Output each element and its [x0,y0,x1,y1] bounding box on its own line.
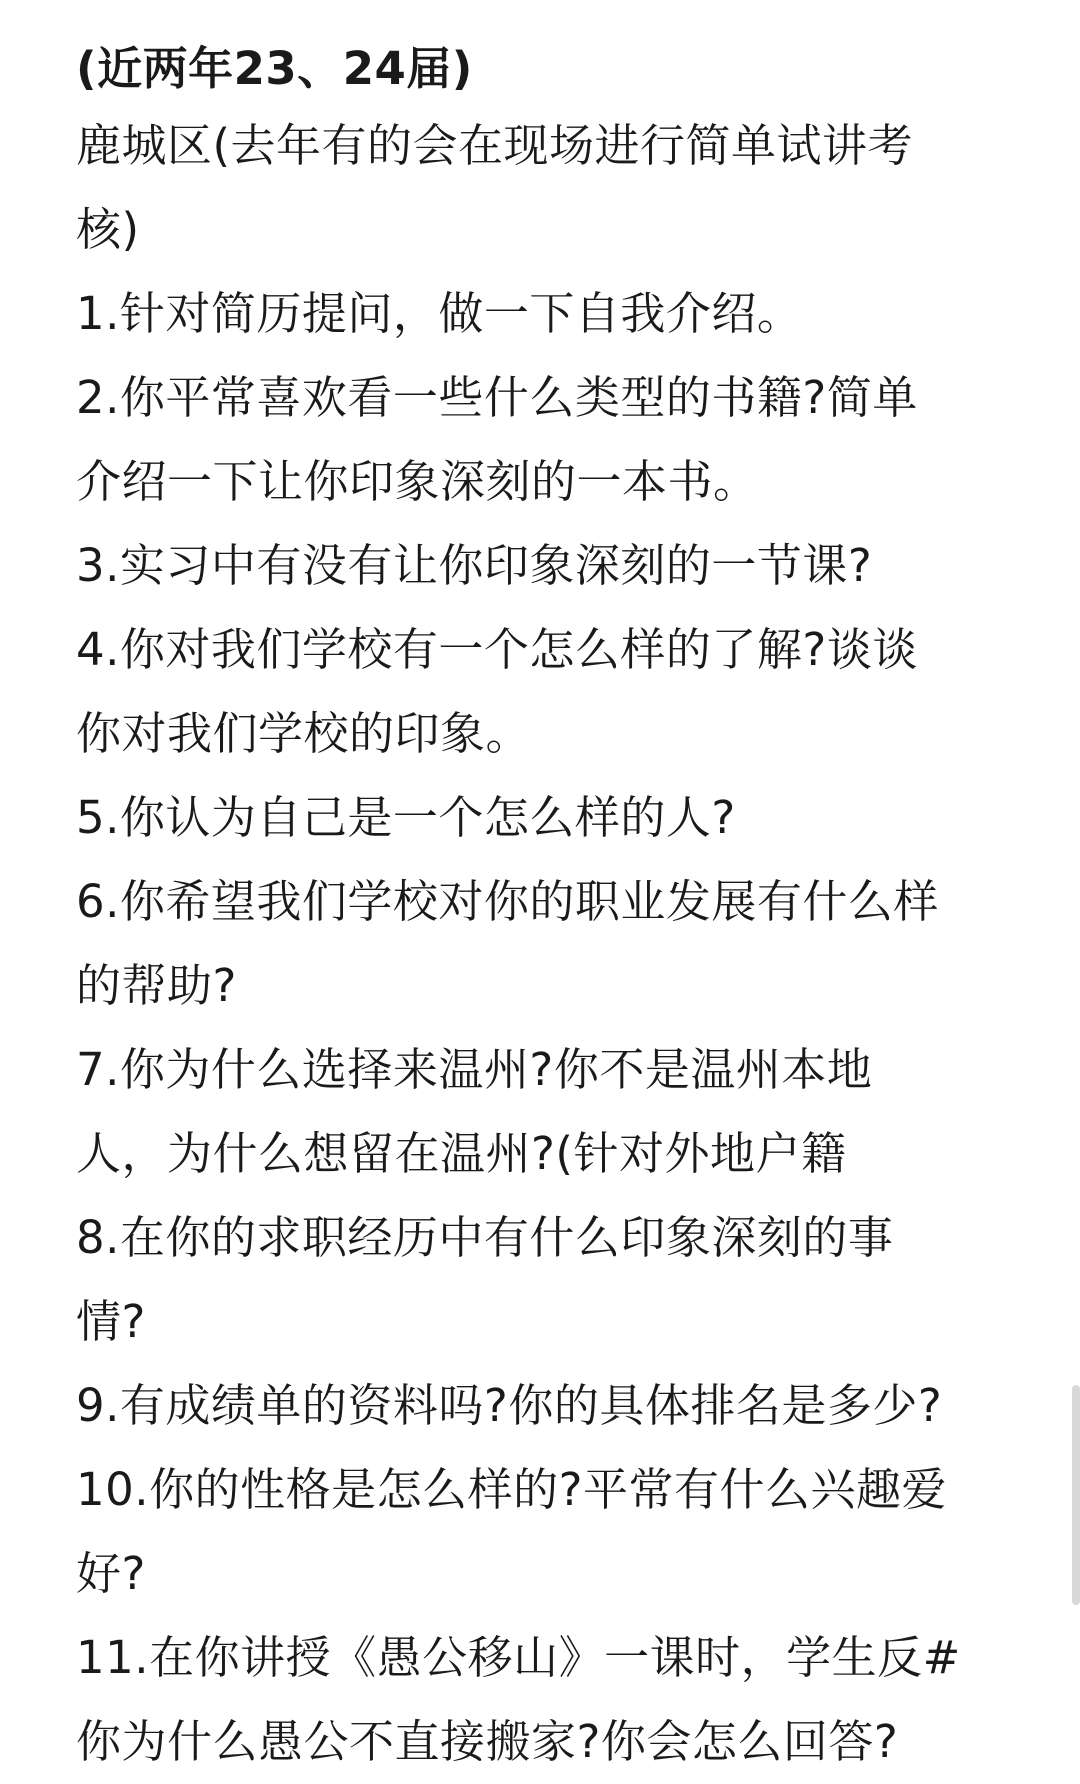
article-body [76,34,1036,1784]
question-6-cont: 的帮助? [76,959,237,1012]
question-1: 1.针对简历提问，做一下自我介绍。 [76,287,803,340]
text-line-district-cont: 核) [76,203,140,256]
question-11: 11.在你讲授《愚公移山》一课时，学生反# [76,1631,961,1684]
question-6: 6.你希望我们学校对你的职业发展有什么样 [76,875,939,928]
question-4-cont: 你对我们学校的印象。 [76,707,532,760]
text-line-district: 鹿城区(去年有的会在现场进行简单试讲考 [76,119,914,172]
question-4: 4.你对我们学校有一个怎么样的了解?谈谈 [76,623,918,676]
question-5: 5.你认为自己是一个怎么样的人? [76,791,736,844]
article-title: (近两年23、24届) [76,42,473,95]
question-7: 7.你为什么选择来温州?你不是温州本地 [76,1043,873,1096]
question-9: 9.有成绩单的资料吗?你的具体排名是多少? [76,1379,943,1432]
question-8-cont: 情? [76,1295,146,1348]
question-7-cont: 人，为什么想留在温州?(针对外地户籍 [76,1127,847,1180]
scrollbar[interactable] [1072,1385,1080,1605]
question-2: 2.你平常喜欢看一些什么类型的书籍?简单 [76,371,918,424]
question-8: 8.在你的求职经历中有什么印象深刻的事 [76,1211,894,1264]
question-11-cont: 你为什么愚公不直接搬家?你会怎么回答? [76,1715,899,1768]
question-3: 3.实习中有没有让你印象深刻的一节课? [76,539,873,592]
question-10-cont: 好? [76,1547,146,1600]
question-10: 10.你的性格是怎么样的?平常有什么兴趣爱 [76,1463,947,1516]
question-2-cont: 介绍一下让你印象深刻的一本书。 [76,455,759,508]
